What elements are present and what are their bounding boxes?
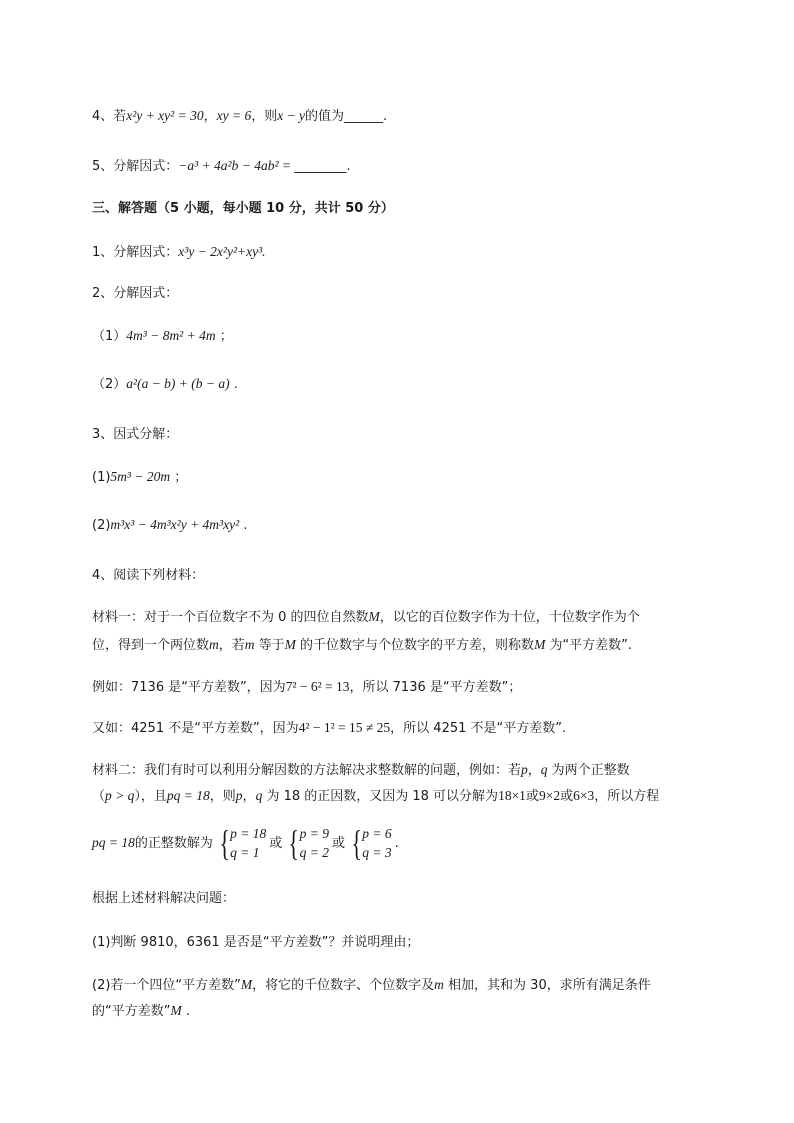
text: ，则 bbox=[209, 789, 236, 804]
text: 为“平方差数”. bbox=[545, 638, 633, 653]
example-1 bbox=[92, 678, 521, 697]
text: . bbox=[181, 1004, 190, 1019]
problem-4-title: 4、阅读下列材料： bbox=[92, 568, 205, 583]
q5-label: 5、分解因式： bbox=[92, 159, 179, 174]
p2-b-tail: . bbox=[229, 377, 238, 392]
text: 位，得到一个两位数 bbox=[92, 638, 210, 653]
task-intro: 根据上述材料解决问题： bbox=[92, 891, 236, 906]
q4-label: 4、若 bbox=[92, 109, 127, 124]
text: 或 bbox=[525, 789, 539, 804]
question-4 bbox=[92, 107, 387, 126]
text: 例如：7136 是“平方差数”，因为 bbox=[92, 680, 286, 695]
var-m: m bbox=[244, 637, 255, 652]
q4-comma: ， bbox=[203, 109, 217, 124]
text: ，所以 4251 不是“平方差数”. bbox=[390, 721, 567, 736]
text: 的“平方差数” bbox=[92, 1004, 171, 1019]
text: ，所以方程 bbox=[594, 789, 660, 804]
text: ，所以 7136 是“平方差数”； bbox=[349, 680, 522, 695]
problem-3-part-1 bbox=[92, 468, 187, 487]
p3-b-label: (2) bbox=[92, 518, 111, 533]
p3-a-expression: 5m³ − 20m bbox=[110, 469, 171, 484]
task-1: (1)判断 9810，6361 是否是“平方差数”？并说明理由； bbox=[92, 935, 420, 950]
solution-p: p = 6 bbox=[362, 826, 392, 842]
factor: 9×2 bbox=[538, 788, 561, 803]
text: ，若 bbox=[218, 638, 245, 653]
text: . bbox=[394, 836, 399, 851]
var-M: M bbox=[240, 977, 253, 992]
material-1-line-2 bbox=[92, 636, 632, 655]
text: （ bbox=[92, 789, 106, 804]
solution-system-3: {p = 6 q = 3 bbox=[351, 823, 392, 864]
var-q: q bbox=[540, 762, 548, 777]
var-p: p bbox=[235, 788, 243, 803]
question-5 bbox=[92, 157, 351, 176]
solution-system-2: {p = 9 q = 2 bbox=[288, 823, 329, 864]
text: 相加，其和为 30，求所有满足条件 bbox=[443, 978, 651, 993]
solution-system-1: {p = 18 q = 1 bbox=[219, 823, 267, 864]
condition: p > q bbox=[105, 788, 135, 803]
var-M: M bbox=[284, 637, 296, 652]
text: ，将它的千位数字、个位数字及 bbox=[252, 978, 435, 993]
text: 材料二：我们有时可以利用分解因数的方法解决求整数解的问题，例如：若 bbox=[92, 763, 522, 778]
material-2-line-2 bbox=[92, 787, 659, 806]
q4-blank: 的值为______. bbox=[305, 109, 388, 124]
equation: 4² − 1² = 15 ≠ 25 bbox=[298, 720, 391, 735]
solution-p: p = 18 bbox=[230, 826, 267, 842]
q5-expression: −a³ + 4a²b − 4ab² = bbox=[178, 158, 295, 173]
var-m: m bbox=[209, 637, 219, 652]
var-q: q bbox=[255, 788, 263, 803]
text: ， bbox=[527, 763, 541, 778]
problem-2-part-1 bbox=[92, 327, 233, 346]
q4-expression: x − y bbox=[277, 108, 306, 123]
equation: pq = 18 bbox=[166, 788, 210, 803]
p3-b-tail: . bbox=[239, 518, 248, 533]
text: 等于 bbox=[254, 638, 285, 653]
text: (2)若一个四位“平方差数” bbox=[92, 978, 241, 993]
text: ），且 bbox=[134, 789, 167, 804]
factor: 18×1 bbox=[498, 788, 526, 803]
equation: pq = 18 bbox=[92, 835, 135, 850]
p2-a-expression: 4m³ − 8m² + 4m bbox=[126, 328, 216, 343]
var-M: M bbox=[170, 1003, 182, 1018]
p3-a-label: (1) bbox=[92, 470, 111, 485]
task-2-line-2 bbox=[92, 1002, 190, 1021]
var-M: M bbox=[368, 609, 380, 624]
text: 又如：4251 不是“平方差数”，因为 bbox=[92, 721, 299, 736]
q5-blank: ________. bbox=[294, 159, 351, 174]
text: 为两个正整数 bbox=[547, 763, 630, 778]
problem-3-part-2 bbox=[92, 516, 247, 535]
q4-equation-1: x²y + xy² = 30 bbox=[126, 108, 204, 123]
solution-p: p = 9 bbox=[299, 826, 329, 842]
var-M: M bbox=[534, 637, 546, 652]
material-2-line-3 bbox=[92, 824, 399, 863]
p2-a-label: （1） bbox=[92, 329, 127, 344]
text: 或 bbox=[269, 836, 283, 851]
material-1-line-1 bbox=[92, 608, 640, 627]
text: ，以它的百位数字作为十位，十位数字作为个 bbox=[379, 610, 640, 625]
text: 的正整数解为 bbox=[134, 836, 213, 851]
text: ， bbox=[242, 789, 256, 804]
problem-1 bbox=[92, 243, 266, 262]
example-2 bbox=[92, 719, 566, 738]
text: 为 18 的正因数，又因为 18 可以分解为 bbox=[262, 789, 499, 804]
text: 材料一：对于一个百位数字不为 0 的四位自然数 bbox=[92, 610, 369, 625]
factor: 6×3 bbox=[573, 788, 595, 803]
p2-b-expression: a²(a − b) + (b − a) bbox=[126, 376, 230, 391]
section-title: 三、解答题（5 小题，每小题 10 分，共计 50 分） bbox=[92, 201, 394, 216]
task-2-line-1 bbox=[92, 976, 651, 995]
problem-2-part-2 bbox=[92, 375, 238, 394]
var-m: m bbox=[434, 977, 444, 992]
solution-q: q = 3 bbox=[362, 845, 392, 861]
p3-b-expression: m³x³ − 4m³x²y + 4m³xy² bbox=[110, 517, 240, 532]
solution-q: q = 1 bbox=[230, 845, 260, 861]
text: 或 bbox=[331, 836, 345, 851]
solution-q: q = 2 bbox=[299, 845, 329, 861]
p2-a-tail: ； bbox=[215, 329, 233, 344]
problem-3-title: 3、因式分解： bbox=[92, 427, 179, 442]
p2-b-label: （2） bbox=[92, 377, 127, 392]
text: 的千位数字与个位数字的平方差，则称数 bbox=[295, 638, 535, 653]
q4-then: ，则 bbox=[251, 109, 278, 124]
var-p: p bbox=[521, 762, 528, 777]
q4-equation-2: xy = 6 bbox=[216, 108, 252, 123]
p1-label: 1、分解因式： bbox=[92, 245, 179, 260]
equation: 7² − 6² = 13 bbox=[285, 679, 350, 694]
problem-2-title: 2、分解因式： bbox=[92, 286, 179, 301]
material-2-line-1 bbox=[92, 761, 630, 780]
p1-expression: x³y − 2x²y²+xy³. bbox=[178, 244, 266, 259]
p3-a-tail: ； bbox=[170, 470, 188, 485]
text: 或 bbox=[560, 789, 574, 804]
